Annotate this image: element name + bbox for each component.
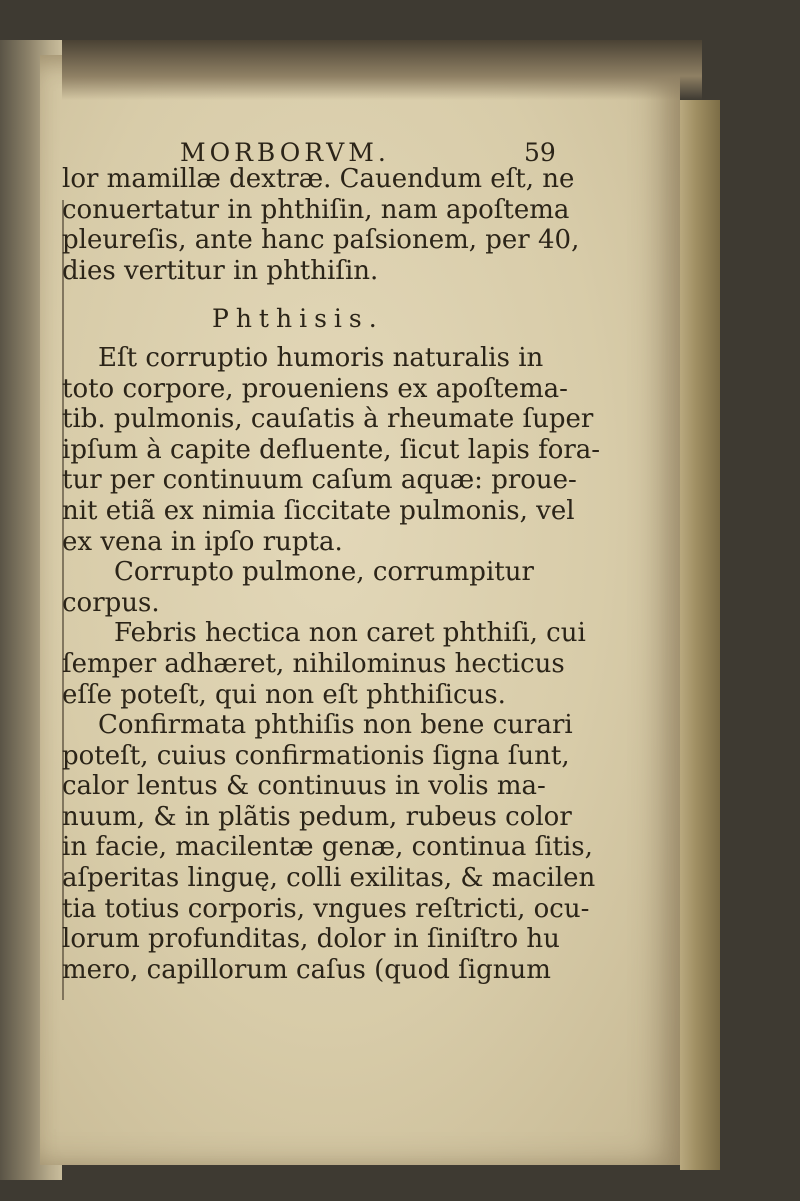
text-line: eſſe poteſt, qui non eſt phthiſicus. bbox=[62, 679, 506, 710]
text-line: nit etiã ex nimia ſiccitate pulmonis, vel bbox=[62, 495, 575, 526]
text-line: dies vertitur in phthiſin. bbox=[62, 255, 379, 286]
page-fore-edge bbox=[680, 100, 720, 1170]
opening-lines bbox=[62, 164, 662, 286]
text-line: nuum, & in plãtis pedum, rubeus color bbox=[62, 801, 572, 832]
text-line: ex vena in ipſo rupta. bbox=[62, 526, 343, 557]
text-line: Eſt corruptio humoris naturalis in bbox=[98, 342, 544, 373]
page-top-shadow bbox=[62, 40, 702, 100]
text-line: conuertatur in phthiſin, nam apoſtema bbox=[62, 194, 570, 225]
text-line: tur per continuum caſum aquæ: proue- bbox=[62, 465, 577, 496]
text-line: in facie, macilentæ genæ, continua ſitis, bbox=[62, 832, 593, 863]
text-line: calor lentus & continuus in volis ma- bbox=[62, 771, 546, 802]
page-text bbox=[62, 120, 662, 985]
text-line: pleureſis, ante hanc paſsionem, per 40, bbox=[62, 225, 580, 256]
text-line: mero, capillorum caſus (quod ſignum bbox=[62, 954, 551, 985]
text-line: lorum profunditas, dolor in ſiniſtro hu bbox=[62, 924, 560, 955]
text-line: tia totius corporis, vngues reſtricti, ocu- bbox=[62, 893, 590, 924]
paragraph-2 bbox=[62, 557, 662, 618]
running-head bbox=[62, 120, 662, 167]
text-line: ipſum à capite defluente, ſicut lapis fora- bbox=[62, 434, 601, 465]
paragraph-1 bbox=[62, 343, 662, 557]
text-line: ſemper adhæret, nihilominus hecticus bbox=[62, 648, 565, 679]
text-line: tib. pulmonis, cauſatis à rheumate ſuper bbox=[62, 404, 594, 435]
paragraph-3 bbox=[62, 618, 662, 710]
page-number: 59 bbox=[524, 138, 556, 167]
text-line: corpus. bbox=[62, 587, 160, 618]
paragraph-4 bbox=[62, 710, 662, 985]
text-line: Febris hectica non caret phthiſi, cui bbox=[114, 618, 586, 649]
running-title: MORBORVM. bbox=[180, 138, 390, 167]
text-line: aſperitas linguę, colli exilitas, & macilen bbox=[62, 863, 596, 894]
text-line: poteſt, cuius confirmationis ſigna ſunt, bbox=[62, 740, 570, 771]
section-heading: Phthisis. bbox=[212, 304, 384, 334]
text-line: toto corpore, proueniens ex apoſtema- bbox=[62, 373, 568, 404]
text-line: Confirmata phthiſis non bene curari bbox=[98, 710, 573, 741]
text-line: Corrupto pulmone, corrumpitur bbox=[114, 557, 534, 588]
text-line: lor mamillæ dextræ. Cauendum eſt, ne bbox=[62, 164, 575, 194]
